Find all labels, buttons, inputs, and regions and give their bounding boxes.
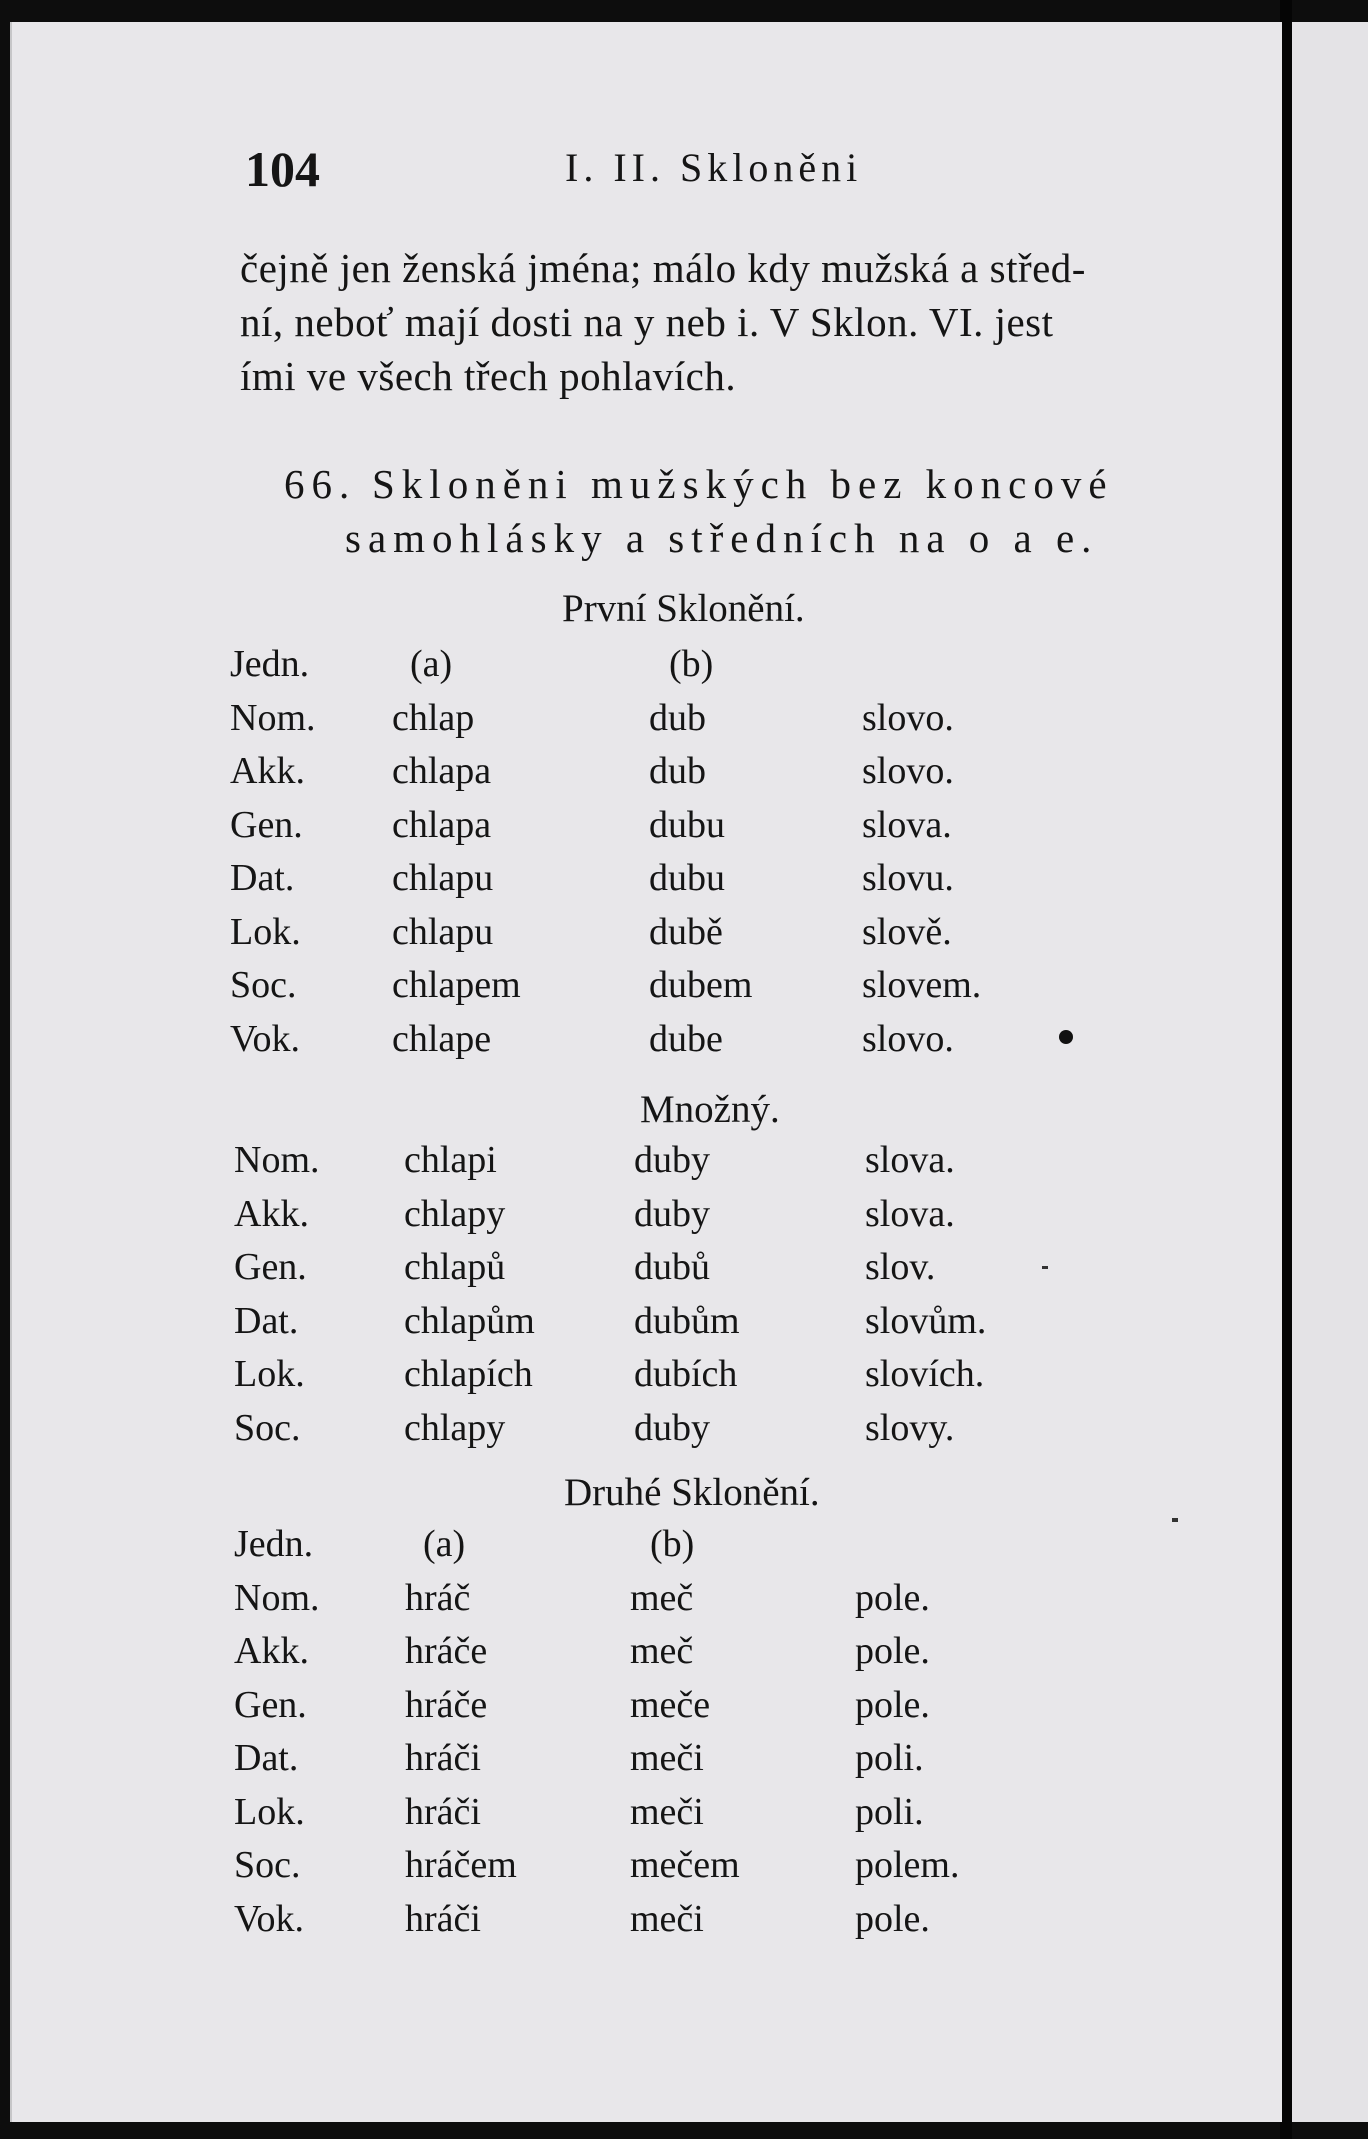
ink-speck <box>1042 1266 1048 1269</box>
form-a: hráči <box>405 1737 481 1779</box>
form-c: slovo. <box>862 1017 954 1060</box>
form-a: chlapu <box>392 857 494 899</box>
form-c: pole. <box>855 1683 930 1726</box>
form-b: meč <box>630 1576 694 1619</box>
form-c: slovích. <box>865 1353 985 1395</box>
form-c: slově. <box>862 910 952 953</box>
second-declension-heading: Druhé Sklonění. <box>564 1471 820 1514</box>
form-c: pole. <box>855 1630 930 1672</box>
form-c: slovy. <box>865 1406 955 1449</box>
form-a: hráči <box>405 1790 481 1833</box>
case-label: Akk. <box>230 750 305 792</box>
form-b: dubů <box>634 1246 710 1288</box>
form-a: chlapů <box>404 1246 506 1288</box>
form-a: hráči <box>405 1897 481 1940</box>
case-label: Soc. <box>234 1406 301 1449</box>
form-c: slova. <box>865 1192 955 1235</box>
case-label: Dat. <box>230 857 295 899</box>
case-label: Gen. <box>230 803 303 846</box>
form-b: meči <box>630 1737 704 1779</box>
running-title: I. II. Skloněni <box>565 145 863 190</box>
page-number: 104 <box>245 141 320 197</box>
form-c: slova. <box>862 803 952 846</box>
case-label: Soc. <box>230 964 297 1006</box>
form-b: duby <box>634 1406 710 1449</box>
form-b: dube <box>649 1017 723 1060</box>
column-b-header: (b) <box>669 643 714 685</box>
ink-speck <box>1172 1518 1178 1522</box>
form-c: slovům. <box>865 1299 987 1342</box>
form-c: poli. <box>855 1737 924 1779</box>
case-label: Vok. <box>234 1897 305 1940</box>
form-b: meč <box>630 1630 694 1672</box>
form-a: chlapa <box>392 803 492 846</box>
form-a: chlape <box>392 1017 492 1060</box>
form-c: slovem. <box>862 964 982 1006</box>
form-b: dubu <box>649 857 725 899</box>
case-label: Gen. <box>234 1246 307 1288</box>
plural-heading: Množný. <box>640 1088 780 1131</box>
form-c: slovo. <box>862 696 954 739</box>
form-b: meči <box>630 1897 704 1940</box>
case-label: Nom. <box>234 1576 320 1619</box>
form-a: chlapa <box>392 750 492 792</box>
form-b: meče <box>630 1683 711 1726</box>
form-b: mečem <box>630 1844 740 1886</box>
ink-dot <box>1059 1030 1073 1044</box>
form-a: chlap <box>392 696 475 739</box>
section-number: 66. <box>284 461 357 507</box>
case-label: Vok. <box>230 1017 301 1060</box>
case-label: Nom. <box>230 696 316 739</box>
number-label: Jedn. <box>230 643 310 685</box>
form-c: slov. <box>865 1246 936 1288</box>
form-c: slova. <box>865 1139 955 1181</box>
intro-line-1: čejně jen ženská jména; málo kdy mužská a střed- <box>240 245 1086 291</box>
form-a: chlapům <box>404 1299 535 1342</box>
form-b: dubem <box>649 964 753 1006</box>
case-label: Lok. <box>234 1353 305 1395</box>
book-page <box>10 22 1282 2122</box>
form-b: dub <box>649 750 706 792</box>
case-label: Dat. <box>234 1299 299 1342</box>
form-a: hráče <box>405 1683 488 1726</box>
intro-line-2: ní, neboť mají dosti na y neb i. V Sklon. VI. jest <box>240 299 1054 345</box>
column-b-header: (b) <box>650 1523 695 1565</box>
form-c: slovo. <box>862 750 954 792</box>
form-c: poli. <box>855 1790 924 1833</box>
form-a: hráče <box>405 1630 488 1672</box>
form-a: chlapy <box>404 1406 506 1449</box>
form-a: chlapy <box>404 1192 506 1235</box>
facing-page-edge <box>1292 22 1368 2122</box>
form-a: chlapem <box>392 964 521 1006</box>
intro-line-3: ími ve všech třech pohlavích. <box>240 353 737 399</box>
form-b: dubě <box>649 910 723 953</box>
form-b: dub <box>649 696 706 739</box>
case-label: Akk. <box>234 1630 309 1672</box>
form-b: dubích <box>634 1353 738 1395</box>
form-b: duby <box>634 1139 710 1181</box>
form-c: slovu. <box>862 857 954 899</box>
first-declension-heading: První Sklonění. <box>562 587 805 630</box>
form-c: polem. <box>855 1844 960 1886</box>
form-a: chlapích <box>404 1353 533 1395</box>
form-c: pole. <box>855 1897 930 1940</box>
form-a: chlapi <box>404 1139 497 1181</box>
case-label: Lok. <box>230 910 301 953</box>
form-a: hráč <box>405 1576 471 1619</box>
case-label: Lok. <box>234 1790 305 1833</box>
form-b: dubům <box>634 1299 740 1342</box>
number-label: Jedn. <box>234 1523 314 1565</box>
case-label: Akk. <box>234 1192 309 1235</box>
case-label: Dat. <box>234 1737 299 1779</box>
case-label: Nom. <box>234 1139 320 1181</box>
column-a-header: (a) <box>410 643 453 685</box>
section-title-line-2: samohlásky a středních na o a e. <box>345 515 1099 561</box>
form-b: meči <box>630 1790 704 1833</box>
form-a: hráčem <box>405 1844 517 1886</box>
form-b: dubu <box>649 803 725 846</box>
form-c: pole. <box>855 1576 930 1619</box>
section-title-line-1: Skloněni mužských bez koncové <box>372 461 1114 507</box>
case-label: Soc. <box>234 1844 301 1886</box>
form-a: chlapu <box>392 910 494 953</box>
case-label: Gen. <box>234 1683 307 1726</box>
form-b: duby <box>634 1192 710 1235</box>
column-a-header: (a) <box>423 1523 466 1565</box>
